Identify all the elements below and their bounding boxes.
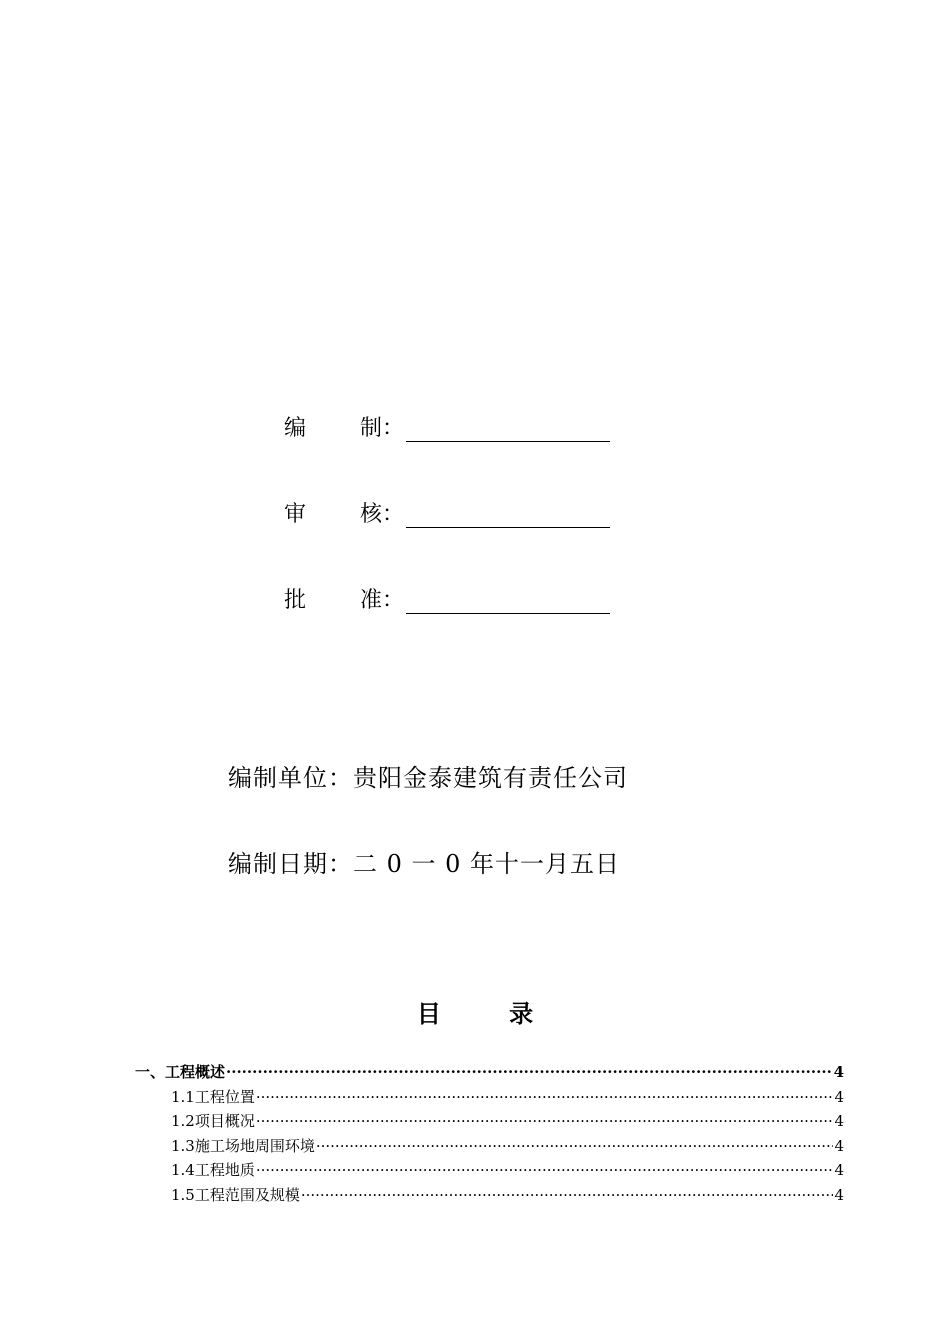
toc-entry-1-4[interactable] [171, 1159, 844, 1181]
signature-label [284, 411, 404, 442]
label-char: 编 [284, 416, 307, 441]
toc-page-number: 4 [834, 1088, 844, 1106]
signature-line-review[interactable] [406, 499, 610, 528]
compiling-unit: 编制单位：贵阳金泰建筑有责任公司 [228, 764, 628, 792]
signature-row-review [284, 496, 610, 528]
toc-leader-dots [256, 1110, 834, 1132]
toc-title: 目 录 [416, 999, 564, 1028]
toc-entry-text: 1.3施工场地周围环境 [171, 1137, 315, 1155]
toc-entry-1-1[interactable] [171, 1086, 844, 1108]
toc-entry-text: 1.2项目概况 [171, 1112, 255, 1130]
signature-row-approve [284, 582, 610, 614]
toc-page-number: 4 [833, 1063, 844, 1081]
toc-page-number: 4 [834, 1161, 844, 1179]
toc-page-number: 4 [834, 1137, 844, 1155]
toc-entry-1-2[interactable] [171, 1110, 844, 1132]
signature-label [284, 583, 404, 614]
toc-leader-dots [316, 1135, 834, 1157]
signature-line-approve[interactable] [406, 585, 610, 614]
compiling-date: 编制日期：二 0 一 0 年十一月五日 [228, 850, 621, 878]
toc-page-number: 4 [834, 1112, 844, 1130]
toc-entry-section-1[interactable] [135, 1061, 844, 1083]
signature-row-compile [284, 410, 610, 442]
toc-page-number: 4 [834, 1186, 844, 1204]
label-char: 准： [360, 588, 405, 613]
toc-entry-text: 1.4工程地质 [171, 1161, 255, 1179]
toc-entry-text: 一、工程概述 [135, 1063, 226, 1081]
label-char: 核： [360, 502, 405, 527]
toc-leader-dots [226, 1061, 833, 1083]
label-char: 审 [284, 502, 307, 527]
label-char: 制： [360, 416, 405, 441]
signature-line-compile[interactable] [406, 413, 610, 442]
label-char: 批 [284, 588, 307, 613]
toc-entry-text: 1.5工程范围及规模 [171, 1186, 300, 1204]
toc-entry-1-5[interactable] [171, 1184, 844, 1206]
toc-leader-dots [256, 1086, 834, 1108]
toc-entry-text: 1.1工程位置 [171, 1088, 255, 1106]
signature-label [284, 497, 404, 528]
toc-leader-dots [256, 1159, 834, 1181]
toc-leader-dots [301, 1184, 834, 1206]
toc-entry-1-3[interactable] [171, 1135, 844, 1157]
